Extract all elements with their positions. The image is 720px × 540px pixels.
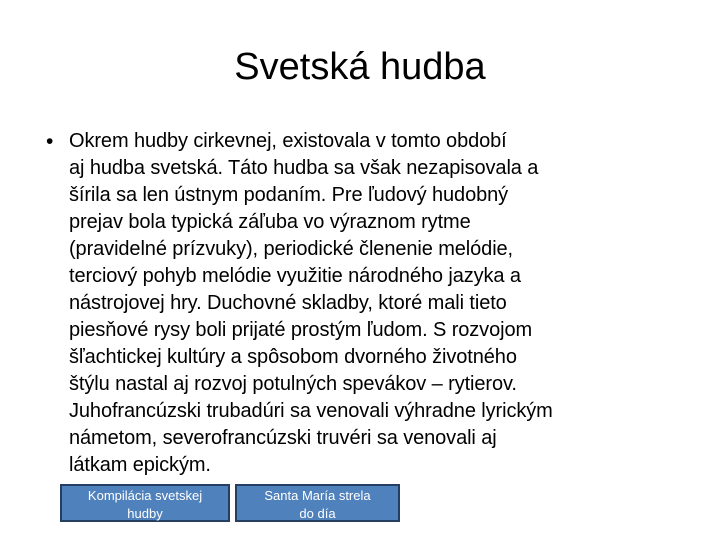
body-line: prejav bola typická záľuba vo výraznom rytme (69, 211, 471, 233)
bullet-text (69, 128, 694, 479)
body-line: piesňové rysy boli prijaté prostým ľudom. S rozvojom (69, 319, 533, 341)
button-label-line: Kompilácia svetskej (87, 488, 203, 503)
santa-maria-link-button[interactable] (235, 484, 400, 522)
body-line: šľachtickej kultúry a spôsobom dvorného životného (69, 346, 517, 368)
body-line: nástrojovej hry. Duchovné skladby, ktoré mali tieto (69, 292, 507, 314)
body-line: Okrem hudby cirkevnej, existovala v tomto období (69, 130, 507, 152)
body-line: námetom, severofrancúzski truvéri sa venovali aj (69, 427, 497, 449)
bullet-item (44, 128, 694, 479)
button-label-line: Santa María strela (264, 488, 371, 503)
body-line: (pravidelné prízvuky), periodické členenie melódie, (69, 238, 514, 260)
slide-body (44, 128, 694, 479)
button-label-line: do día (299, 506, 336, 521)
body-line: štýlu nastal aj rozvoj potulných spevákov – rytierov. (69, 373, 517, 395)
button-label-line: hudby (127, 506, 163, 521)
slide-title: Svetská hudba (234, 46, 486, 88)
body-line: aj hudba svetská. Táto hudba sa však nezapisovala a (69, 157, 539, 179)
body-line: šírila sa len ústnym podaním. Pre ľudový hudobný (69, 184, 509, 206)
body-line: terciový pohyb melódie využitie národného jazyka a (69, 265, 521, 287)
bullet-marker: • (46, 130, 54, 153)
body-line: látkam epickým. (69, 454, 211, 476)
body-line: Juhofrancúzski trubadúri sa venovali výhradne lyrickým (69, 400, 553, 422)
compilation-link-button[interactable] (60, 484, 230, 522)
